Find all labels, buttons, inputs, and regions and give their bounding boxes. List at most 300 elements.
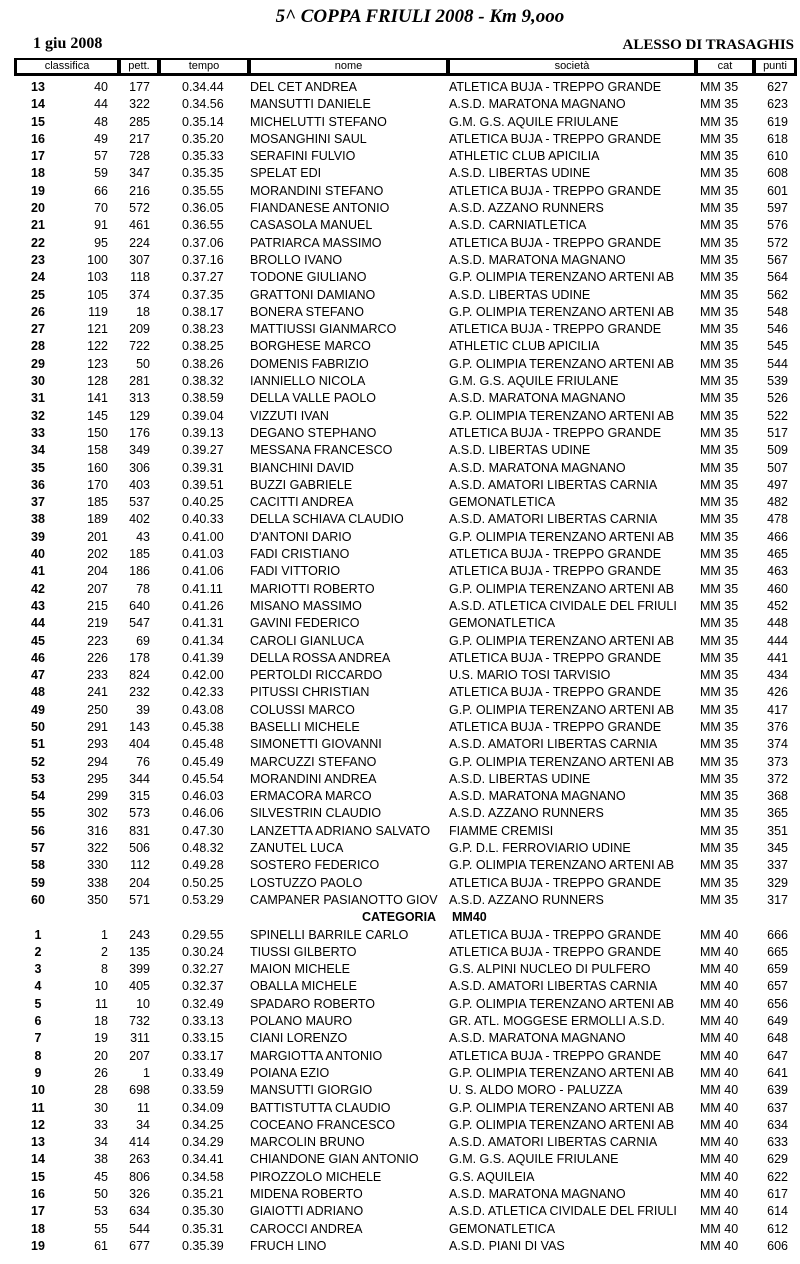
cell-bib: 135 [129,944,150,959]
cell-rank: 17 [31,1204,45,1219]
cell-overall: 170 [87,477,108,492]
cell-bib: 349 [129,443,150,458]
cell-rank: 14 [31,97,45,112]
cell-overall: 61 [94,1238,108,1253]
cell-name: CHIANDONE GIAN ANTONIO [250,1152,419,1167]
cell-rank: 46 [31,650,45,665]
cell-bib: 399 [129,962,150,977]
cell-points: 610 [767,149,788,164]
cell-overall: 350 [87,892,108,907]
cell-time: 0.33.59 [182,1083,224,1098]
cell-name: POIANA EZIO [250,1065,330,1080]
cell-name: PITUSSI CHRISTIAN [250,685,370,700]
cell-points: 576 [767,218,788,233]
cell-category: MM 35 [700,581,739,596]
cell-bib: 307 [129,252,150,267]
cell-time: 0.34.56 [182,97,224,112]
cell-rank: 37 [31,495,45,510]
cell-overall: 202 [87,547,108,562]
table-row [0,321,800,338]
cell-points: 478 [767,512,788,527]
table-row [0,252,800,269]
cell-rank: 19 [31,183,45,198]
cell-name: CIANI LORENZO [250,1031,348,1046]
cell-bib: 39 [136,702,150,717]
cell-club: GEMONATLETICA [449,616,556,631]
cell-category: MM 35 [700,201,739,216]
cell-time: 0.38.25 [182,339,224,354]
cell-bib: 143 [129,719,150,734]
cell-club: A.S.D. AMATORI LIBERTAS CARNIA [449,477,658,492]
cell-name: SOSTERO FEDERICO [250,858,380,873]
cell-club: A.S.D. AZZANO RUNNERS [449,201,604,216]
cell-bib: 263 [129,1152,150,1167]
cell-overall: 141 [87,391,108,406]
cell-rank: 32 [31,408,45,423]
cell-club: G.M. G.S. AQUILE FRIULANE [449,374,619,389]
cell-club: G.P. OLIMPIA TERENZANO ARTENI AB [449,356,675,371]
cell-category: MM 35 [700,616,739,631]
cell-overall: 223 [87,633,108,648]
header-nome: nome [251,60,446,73]
cell-category: MM 35 [700,218,739,233]
table-header [14,58,797,76]
cell-time: 0.41.34 [182,633,224,648]
cell-points: 539 [767,374,788,389]
cell-overall: 40 [94,80,108,94]
cell-bib: 313 [129,391,150,406]
cell-overall: 100 [87,252,108,267]
cell-points: 329 [767,875,788,890]
table-row [0,460,800,477]
cell-points: 614 [767,1204,788,1219]
cell-rank: 9 [34,1065,42,1080]
table-row [0,1151,800,1168]
cell-time: 0.41.11 [182,581,223,596]
cell-time: 0.41.00 [182,529,224,544]
table-row [0,338,800,355]
cell-name: TODONE GIULIANO [250,270,367,285]
cell-category: MM 35 [700,131,739,146]
cell-category: MM 35 [700,477,739,492]
cell-rank: 39 [31,529,45,544]
cell-name: ZANUTEL LUCA [250,841,344,856]
cell-category: MM 35 [700,875,739,890]
cell-overall: 294 [87,754,108,769]
table-row [0,1186,800,1203]
cell-time: 0.48.32 [182,841,224,856]
cell-time: 0.49.28 [182,858,224,873]
table-row [0,563,800,580]
cell-bib: 722 [129,339,150,354]
cell-name: PIROZZOLO MICHELE [250,1169,382,1184]
cell-name: GIAIOTTI ADRIANO [250,1204,364,1219]
cell-club: ATLETICA BUJA - TREPPO GRANDE [449,564,662,579]
cell-time: 0.35.30 [182,1204,224,1219]
cell-name: SPELAT EDI [250,166,322,181]
table-row [0,183,800,200]
cell-club: A.S.D. MARATONA MAGNANO [449,97,626,112]
cell-rank: 60 [31,892,45,907]
cell-name: CAROLI GIANLUCA [250,633,364,648]
cell-rank: 6 [34,1014,42,1029]
cell-name: BROLLO IVANO [250,252,343,267]
cell-club: G.M. G.S. AQUILE FRIULANE [449,1152,619,1167]
cell-time: 0.33.15 [182,1031,224,1046]
cell-club: ATLETICA BUJA - TREPPO GRANDE [449,131,662,146]
cell-overall: 91 [94,218,108,233]
cell-name: CASASOLA MANUEL [250,218,373,233]
cell-overall: 11 [95,996,108,1011]
cell-rank: 4 [34,979,42,994]
cell-overall: 123 [87,356,108,371]
cell-rank: 10 [31,1083,45,1098]
cell-time: 0.35.31 [182,1221,224,1236]
cell-time: 0.32.37 [182,979,224,994]
cell-bib: 634 [129,1204,150,1219]
cell-club: G.P. OLIMPIA TERENZANO ARTENI AB [449,858,675,873]
cell-points: 548 [767,304,788,319]
cell-bib: 571 [129,892,150,907]
cell-points: 649 [767,1014,788,1029]
table-row [0,1048,800,1065]
table-row [0,1013,800,1030]
cell-category: MM 40 [700,1100,739,1115]
cell-time: 0.34.58 [182,1169,224,1184]
cell-points: 656 [767,996,788,1011]
cell-name: DELLA ROSSA ANDREA [250,650,391,665]
cell-category: MM 35 [700,408,739,423]
cell-club: A.S.D. LIBERTAS UDINE [449,166,591,181]
cell-overall: 10 [94,979,108,994]
cell-time: 0.38.23 [182,322,224,337]
cell-overall: 34 [94,1135,108,1150]
cell-points: 466 [767,529,788,544]
cell-rank: 36 [31,477,45,492]
cell-time: 0.37.16 [182,252,224,267]
cell-points: 546 [767,322,788,337]
cell-bib: 831 [129,823,150,838]
cell-rank: 33 [31,425,45,440]
cell-time: 0.43.08 [182,702,224,717]
table-row [0,408,800,425]
cell-time: 0.36.55 [182,218,224,233]
cell-category: MM 35 [700,149,739,164]
cell-name: BATTISTUTTA CLAUDIO [250,1100,391,1115]
cell-category: MM 35 [700,80,739,94]
cell-club: GEMONATLETICA [449,495,556,510]
cell-time: 0.39.51 [182,477,224,492]
cell-name: MAION MICHELE [250,962,351,977]
cell-category: MM 40 [700,1048,739,1063]
cell-bib: 1 [143,1065,150,1080]
cell-name: SPADARO ROBERTO [250,996,376,1011]
cell-bib: 216 [129,183,150,198]
cell-name: FADI CRISTIANO [250,547,350,562]
cell-name: PERTOLDI RICCARDO [250,668,383,683]
table-row [0,235,800,252]
cell-category: MM 35 [700,235,739,250]
cell-rank: 26 [31,304,45,319]
cell-overall: 122 [87,339,108,354]
cell-bib: 176 [129,425,150,440]
cell-club: G.P. OLIMPIA TERENZANO ARTENI AB [449,1065,675,1080]
cell-overall: 158 [87,443,108,458]
cell-category: MM 35 [700,374,739,389]
cell-rank: 27 [31,322,45,337]
cell-time: 0.34.09 [182,1100,224,1115]
table-row [0,79,800,96]
cell-club: G.S. ALPINI NUCLEO DI PULFERO [449,962,651,977]
cell-bib: 461 [129,218,150,233]
cell-overall: 233 [87,668,108,683]
cell-bib: 207 [129,1048,150,1063]
cell-points: 337 [767,858,788,873]
cell-points: 666 [767,927,788,942]
cell-category: MM 35 [700,858,739,873]
cell-points: 374 [767,737,788,752]
cell-time: 0.46.03 [182,789,224,804]
cell-bib: 315 [129,789,150,804]
table-row [0,269,800,286]
cell-rank: 19 [31,1238,45,1253]
cell-rank: 42 [31,581,45,596]
cell-overall: 316 [87,823,108,838]
table-row [0,511,800,528]
cell-points: 426 [767,685,788,700]
table-row [0,1169,800,1186]
cell-category: MM 35 [700,114,739,129]
cell-points: 544 [767,356,788,371]
cell-points: 522 [767,408,788,423]
cell-points: 665 [767,944,788,959]
cell-points: 572 [767,235,788,250]
table-row [0,1030,800,1047]
cell-time: 0.38.59 [182,391,224,406]
cell-time: 0.29.55 [182,927,224,942]
cell-time: 0.45.54 [182,771,224,786]
cell-points: 617 [767,1187,788,1201]
cell-club: A.S.D. MARATONA MAGNANO [449,460,626,475]
cell-name: BASELLI MICHELE [250,719,360,734]
cell-category: MM 35 [700,495,739,510]
cell-category: MM 35 [700,598,739,613]
table-row [0,788,800,805]
table-row [0,875,800,892]
cell-category: MM 35 [700,547,739,562]
cell-rank: 52 [31,754,45,769]
cell-time: 0.45.48 [182,737,224,752]
cell-club: U. S. ALDO MORO - PALUZZA [449,1083,623,1098]
cell-category: MM 40 [700,962,739,977]
cell-bib: 322 [129,97,150,112]
cell-name: MESSANA FRANCESCO [250,443,393,458]
cell-club: ATLETICA BUJA - TREPPO GRANDE [449,547,662,562]
cell-points: 365 [767,806,788,821]
cell-category: MM 35 [700,737,739,752]
cell-category: MM 40 [700,944,739,959]
cell-rank: 29 [31,356,45,371]
cell-name: LANZETTA ADRIANO SALVATO [250,823,431,838]
cell-rank: 2 [34,944,42,959]
cell-bib: 344 [129,771,150,786]
table-row [0,442,800,459]
results-table [0,79,800,1255]
cell-club: ATLETICA BUJA - TREPPO GRANDE [449,183,662,198]
cell-bib: 374 [129,287,150,302]
table-row [0,494,800,511]
cell-rank: 41 [31,564,45,579]
cell-rank: 43 [31,598,45,613]
cell-category: MM 40 [700,1152,739,1167]
cell-points: 444 [767,633,788,648]
cell-bib: 76 [136,754,150,769]
cell-club: G.M. G.S. AQUILE FRIULANE [449,114,619,129]
cell-category: MM 35 [700,564,739,579]
cell-time: 0.35.21 [182,1187,224,1201]
cell-bib: 824 [129,668,150,683]
cell-bib: 311 [130,1031,150,1046]
cell-time: 0.37.06 [182,235,224,250]
cell-club: A.S.D. AMATORI LIBERTAS CARNIA [449,1135,658,1150]
cell-category: MM 35 [700,512,739,527]
cell-time: 0.39.13 [182,425,224,440]
cell-club: A.S.D. LIBERTAS UDINE [449,443,591,458]
cell-points: 659 [767,962,788,977]
cell-points: 622 [767,1169,788,1184]
cell-bib: 217 [129,131,150,146]
cell-category: MM 35 [700,806,739,821]
cell-points: 368 [767,789,788,804]
cell-overall: 291 [87,719,108,734]
cell-rank: 45 [31,633,45,648]
cell-club: G.P. OLIMPIA TERENZANO ARTENI AB [449,996,675,1011]
cell-overall: 295 [87,771,108,786]
cell-bib: 224 [129,235,150,250]
cell-points: 612 [767,1221,788,1236]
cell-club: ATLETICA BUJA - TREPPO GRANDE [449,927,662,942]
cell-name: GAVINI FEDERICO [250,616,360,631]
cell-time: 0.39.27 [182,443,224,458]
cell-overall: 59 [94,166,108,181]
cell-rank: 58 [31,858,45,873]
table-row [0,1221,800,1238]
cell-time: 0.45.49 [182,754,224,769]
cell-category: MM 40 [700,1169,739,1184]
cell-time: 0.34.41 [182,1152,224,1167]
table-row [0,1134,800,1151]
cell-overall: 226 [87,650,108,665]
cell-overall: 250 [87,702,108,717]
table-row [0,217,800,234]
cell-category: MM 35 [700,270,739,285]
cell-category: MM 35 [700,892,739,907]
cell-points: 647 [767,1048,788,1063]
table-row [0,148,800,165]
cell-name: SPINELLI BARRILE CARLO [250,927,409,942]
cell-name: CAROCCI ANDREA [250,1221,363,1236]
table-row [0,840,800,857]
cell-name: GRATTONI DAMIANO [250,287,376,302]
cell-overall: 121 [87,322,108,337]
cell-time: 0.38.32 [182,374,224,389]
cell-bib: 732 [129,1014,150,1029]
race-date: 1 giu 2008 [33,35,103,52]
cell-time: 0.35.55 [182,183,224,198]
cell-category: MM 40 [700,996,739,1011]
cell-rank: 21 [31,218,45,233]
cell-bib: 404 [129,737,150,752]
cell-rank: 11 [31,1100,45,1115]
cell-name: MATTIUSSI GIANMARCO [250,322,397,337]
table-row [0,529,800,546]
cell-club: G.P. OLIMPIA TERENZANO ARTENI AB [449,270,675,285]
cell-club: ATLETICA BUJA - TREPPO GRANDE [449,719,662,734]
cell-category: MM 35 [700,322,739,337]
results-section-mm35 [0,79,800,909]
cell-points: 507 [767,460,788,475]
cell-time: 0.32.27 [182,962,224,977]
cell-name: MARCUZZI STEFANO [250,754,377,769]
table-row [0,650,800,667]
cell-bib: 112 [130,858,150,873]
category-value: MM40 [452,910,487,925]
cell-club: ATLETICA BUJA - TREPPO GRANDE [449,322,662,337]
table-row [0,615,800,632]
cell-time: 0.35.39 [182,1238,224,1253]
cell-rank: 40 [31,547,45,562]
cell-overall: 8 [101,962,108,977]
cell-points: 526 [767,391,788,406]
cell-overall: 103 [87,270,108,285]
cell-points: 372 [767,771,788,786]
cell-rank: 13 [31,1135,45,1150]
cell-club: A.S.D. AZZANO RUNNERS [449,892,604,907]
cell-bib: 402 [129,512,150,527]
cell-overall: 204 [87,564,108,579]
table-row [0,1065,800,1082]
cell-rank: 30 [31,374,45,389]
cell-category: MM 35 [700,356,739,371]
cell-category: MM 40 [700,1117,739,1132]
cell-club: G.P. D.L. FERROVIARIO UDINE [449,841,631,856]
table-row [0,356,800,373]
cell-name: MANSUTTI DANIELE [250,97,371,112]
cell-category: MM 35 [700,771,739,786]
cell-category: MM 35 [700,391,739,406]
cell-points: 351 [767,823,788,838]
cell-name: OBALLA MICHELE [250,979,357,994]
cell-overall: 95 [94,235,108,250]
table-row [0,667,800,684]
cell-bib: 43 [136,529,150,544]
cell-overall: 330 [87,858,108,873]
cell-club: A.S.D. MARATONA MAGNANO [449,252,626,267]
cell-time: 0.41.03 [182,547,224,562]
table-row [0,823,800,840]
cell-overall: 219 [87,616,108,631]
cell-name: MORANDINI ANDREA [250,771,377,786]
cell-rank: 56 [31,823,45,838]
cell-points: 564 [767,270,788,285]
cell-category: MM 35 [700,823,739,838]
cell-points: 562 [767,287,788,302]
cell-name: BUZZI GABRIELE [250,477,353,492]
cell-rank: 15 [31,1169,45,1184]
results-section-mm40 [0,927,800,1256]
cell-name: DOMENIS FABRIZIO [250,356,369,371]
cell-name: POLANO MAURO [250,1014,353,1029]
